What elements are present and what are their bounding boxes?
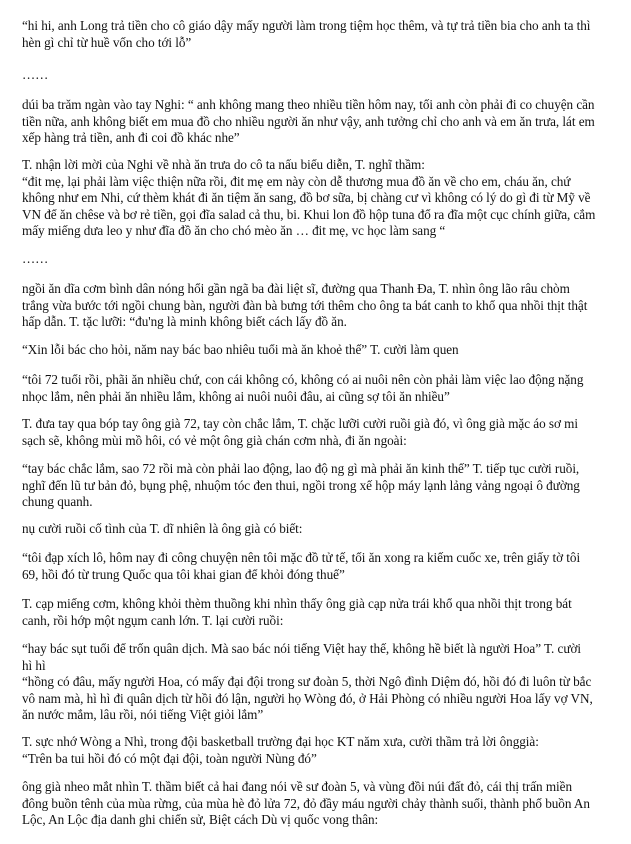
paragraph-11: nụ cười ruồi cố tình của T. dĩ nhiên là ông già có biết:	[22, 521, 303, 536]
paragraph-2-ellipsis: ……	[22, 67, 49, 82]
paragraph-13: T. cạp miếng cơm, không khỏi thèm thuồng khi nhìn thấy ông già cạp nửa trái khổ qua nhồi thịt trong bát canh, rồi hớp một ngụm canh lớn. T. lại cười ruồi:	[22, 596, 572, 628]
paragraph-16: ông già nheo mắt nhìn T. thầm biết cả hai đang nói về sư đoàn 5, và vùng đồi núi đất đỏ, cái thị trấn miền đông buồn tênh của mùa rừng, của mùa hè đỏ lửa 72, đỏ đầy máu người chảy thành suối, thành phố buồn An Lộc, An Lộc địa danh ghi chiến sử, Biệt cách Dù vị quốc vong thân:	[22, 779, 590, 827]
paragraph-7: “Xin lỗi bác cho hỏi, năm nay bác bao nhiêu tuổi mà ăn khoẻ thế” T. cười làm quen	[22, 342, 459, 357]
paragraph-6: ngồi ăn dĩa cơm bình dân nóng hổi gần ngã ba đài liệt sĩ, đường qua Thanh Đa, T. nhìn ông lão râu chòm trắng vừa bước tới ngồi chung bàn, người đàn bà bưng tới thêm cho ông ta bát canh to khổ qua nhồi thịt thật hấp dẫn. T. tặc lưỡi: “đu'ng là minh không biết cách lấy đồ ăn.	[22, 281, 588, 329]
paragraph-14: “hay bác sụt tuổi để trốn quân dịch. Mà sao bác nói tiếng Việt hay thế, không hề biết là người Hoa” T. cười hì hì “hồng có đâu, mấy người Hoa, có mấy đại đội trong sư đoàn 5, thời Ngô đình Diệm đó, hồi đó đi luôn từ bắc vô nam mà, hì hì đi quân dịch từ hồi đó lận, người họ Wòng đó, ở Hải Phòng có nhiều người Hoa lấy vợ VN, ăn nước mắm, lâu rồi, nói tiếng Việt giỏi lắm”	[22, 641, 593, 722]
paragraph-1: “hi hi, anh Long trả tiền cho cô giáo dậy mấy người làm trong tiệm học thêm, và tự trả tiền bia cho anh ta thì hèn gì chỉ từ huề vốn cho tới lỗ”	[22, 18, 591, 50]
paragraph-15: T. sực nhớ Wòng a Nhì, trong đội basketball trường đại học KT năm xưa, cười thầm trả lời ônggià: “Trên ba tui hồi đó có một đại đội, toàn người Nùng đó”	[22, 734, 539, 766]
paragraph-12: “tôi đạp xích lô, hôm nay đi công chuyện nên tôi mặc đồ tử tế, tối ăn xong ra kiếm cuốc xe, trên giấy tờ tôi 69, hồi đó từ trung Quốc qua tôi khai gian để khỏi đóng thuế”	[22, 550, 581, 582]
paragraph-8: “tôi 72 tuổi rồi, phãi ăn nhiều chứ, con cái không có, không có ai nuôi nên còn phải làm việc lao động nặng nhọc lắm, nên phải ăn nhiều lắm, không ai nuôi nuôi đâu, ai cũng sợ tôi ăn nhiều”	[22, 372, 584, 404]
paragraph-9: T. đưa tay qua bóp tay ông già 72, tay còn chắc lắm, T. chặc lưỡi cười ruồi già đó, vì ông già mặc áo sơ mi sạch sẽ, không mùi mồ hôi, có vẻ một ông già chán cơm nhà, đi ăn ngoài:	[22, 416, 578, 448]
paragraph-5-ellipsis: ……	[22, 251, 49, 266]
paragraph-3: dúi ba trăm ngàn vào tay Nghi: “ anh không mang theo nhiều tiền hôm nay, tối anh còn phải đi co chuyện cần tiền nữa, anh không biết em mua đồ cho nhiều người ăn như vậy, anh tưởng chỉ cho anh và em ăn trưa, lát em xếp hàng trả tiền, anh đi coi đồ khác nhe”	[22, 97, 595, 145]
paragraph-10: “tay bác chắc lắm, sao 72 rồi mà còn phải lao động, lao độ ng gì mà phải ăn kinh thế” T. tiếp tục cười ruồi, nghĩ đến lũ tư bản đỏ, bụng phệ, nhuộm tóc đen thui, ngồi trong xế hộp máy lạnh lảng vảng ngoại ô đường chung quanh.	[22, 461, 580, 509]
paragraph-4: T. nhận lời mời của Nghi về nhà ăn trưa do cô ta nấu biểu diễn, T. nghĩ thầm: “đit mẹ, lại phải làm việc thiện nữa rồi, đit mẹ em này còn dễ thương mua đồ ăn về cho em, cháu ăn, chứ không như em Nhi, cứ thèm khát đi ăn tiệm ăn sang, đồ bơ sữa, bị chàng cư vì không có lý do gì đi từ Mỹ về VN để ăn chêse và bơ rẻ tiền, gọi đĩa salad cả thu, bi. Khui lon đồ hộp tuna đổ ra đĩa một cục chính giữa, cắm mấy miếng dưa leo y như đĩa đồ ăn cho chó mèo ăn … đit mẹ, vc học làm sang “	[22, 157, 596, 238]
